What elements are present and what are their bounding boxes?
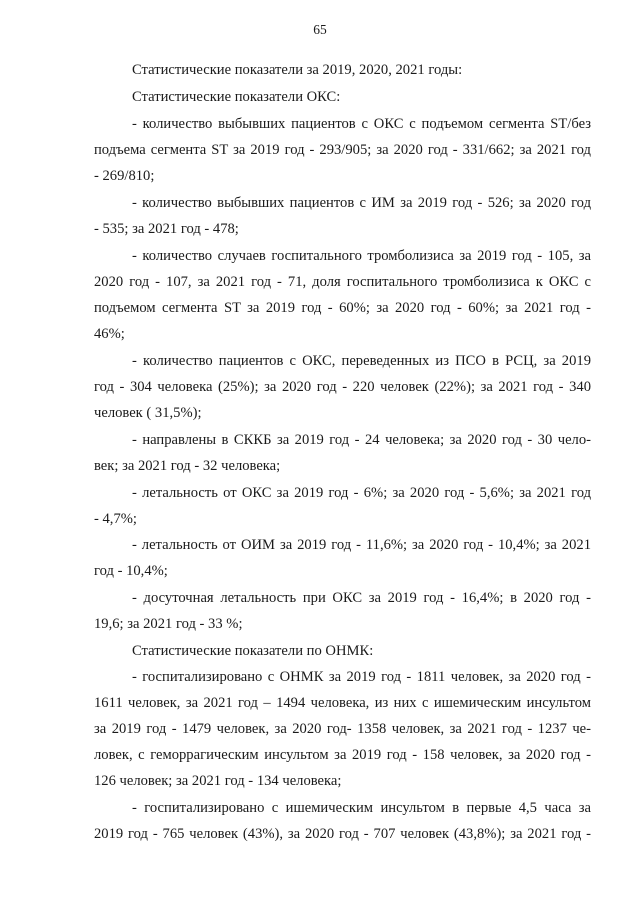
text-line: 46%; xyxy=(94,326,125,342)
text-line: - количество случаев госпитального тромболизиса за 2019 год - 105, за xyxy=(132,248,591,264)
text-line: - количество пациентов с ОКС, переведенных из ПСО в РСЦ, за 2019 xyxy=(132,353,591,369)
text-line: Статистические показатели за 2019, 2020, 2021 годы: xyxy=(132,62,463,78)
text-line: Статистические показатели ОКС: xyxy=(132,89,341,105)
text-line: ловек, с геморрагическим инсультом за 2019 год - 158 человек, за 2020 год - xyxy=(94,747,591,763)
text-line: человек ( 31,5%); xyxy=(94,405,202,421)
text-line: - количество выбывших пациентов с ОКС с подъемом сегмента ST/без xyxy=(132,116,591,132)
text-line: 19,6; за 2021 год - 33 %; xyxy=(94,616,243,632)
text-line: - количество выбывших пациентов с ИМ за 2019 год - 526; за 2020 год xyxy=(132,195,591,211)
text-line: - направлены в СККБ за 2019 год - 24 человека; за 2020 год - 30 чело- xyxy=(132,432,591,448)
text-line: - 269/810; xyxy=(94,168,155,184)
text-line: - летальность от ОКС за 2019 год - 6%; за 2020 год - 5,6%; за 2021 год xyxy=(132,485,591,501)
text-line: век; за 2021 год - 32 человека; xyxy=(94,458,281,474)
text-line: год - 304 человека (25%); за 2020 год - 220 человек (22%); за 2021 год - 340 xyxy=(94,379,591,395)
text-line: 2020 год - 107, за 2021 год - 71, доля госпитального тромболизиса к ОКС с xyxy=(94,274,591,290)
text-line: - 4,7%; xyxy=(94,511,137,527)
text-line: - госпитализировано с ишемическим инсультом в первые 4,5 часа за xyxy=(132,800,591,816)
text-line: - летальность от ОИМ за 2019 год - 11,6%; за 2020 год - 10,4%; за 2021 xyxy=(132,537,591,553)
text-line: подъемом сегмента ST за 2019 год - 60%; за 2020 год - 60%; за 2021 год - xyxy=(94,300,591,316)
text-line: год - 10,4%; xyxy=(94,563,168,579)
text-line: подъема сегмента ST за 2019 год - 293/905; за 2020 год - 331/662; за 2021 год xyxy=(94,142,591,158)
text-line: 1611 человек, за 2021 год – 1494 человека, из них с ишемическим инсультом xyxy=(94,695,591,711)
text-line: - досуточная летальность при ОКС за 2019 год - 16,4%; в 2020 год - xyxy=(132,590,591,606)
text-line: - госпитализировано с ОНМК за 2019 год - 1811 человек, за 2020 год - xyxy=(132,669,591,685)
text-line: 126 человек; за 2021 год - 134 человека; xyxy=(94,773,342,789)
text-line: 2019 год - 765 человек (43%), за 2020 год - 707 человек (43,8%); за 2021 год - xyxy=(94,826,591,842)
page-number: 65 xyxy=(313,22,327,37)
text-line: Статистические показатели по ОНМК: xyxy=(132,643,374,659)
text-line: - 535; за 2021 год - 478; xyxy=(94,221,239,237)
text-line: за 2019 год - 1479 человек, за 2020 год- 1358 человек, за 2021 год - 1237 че- xyxy=(94,721,591,737)
